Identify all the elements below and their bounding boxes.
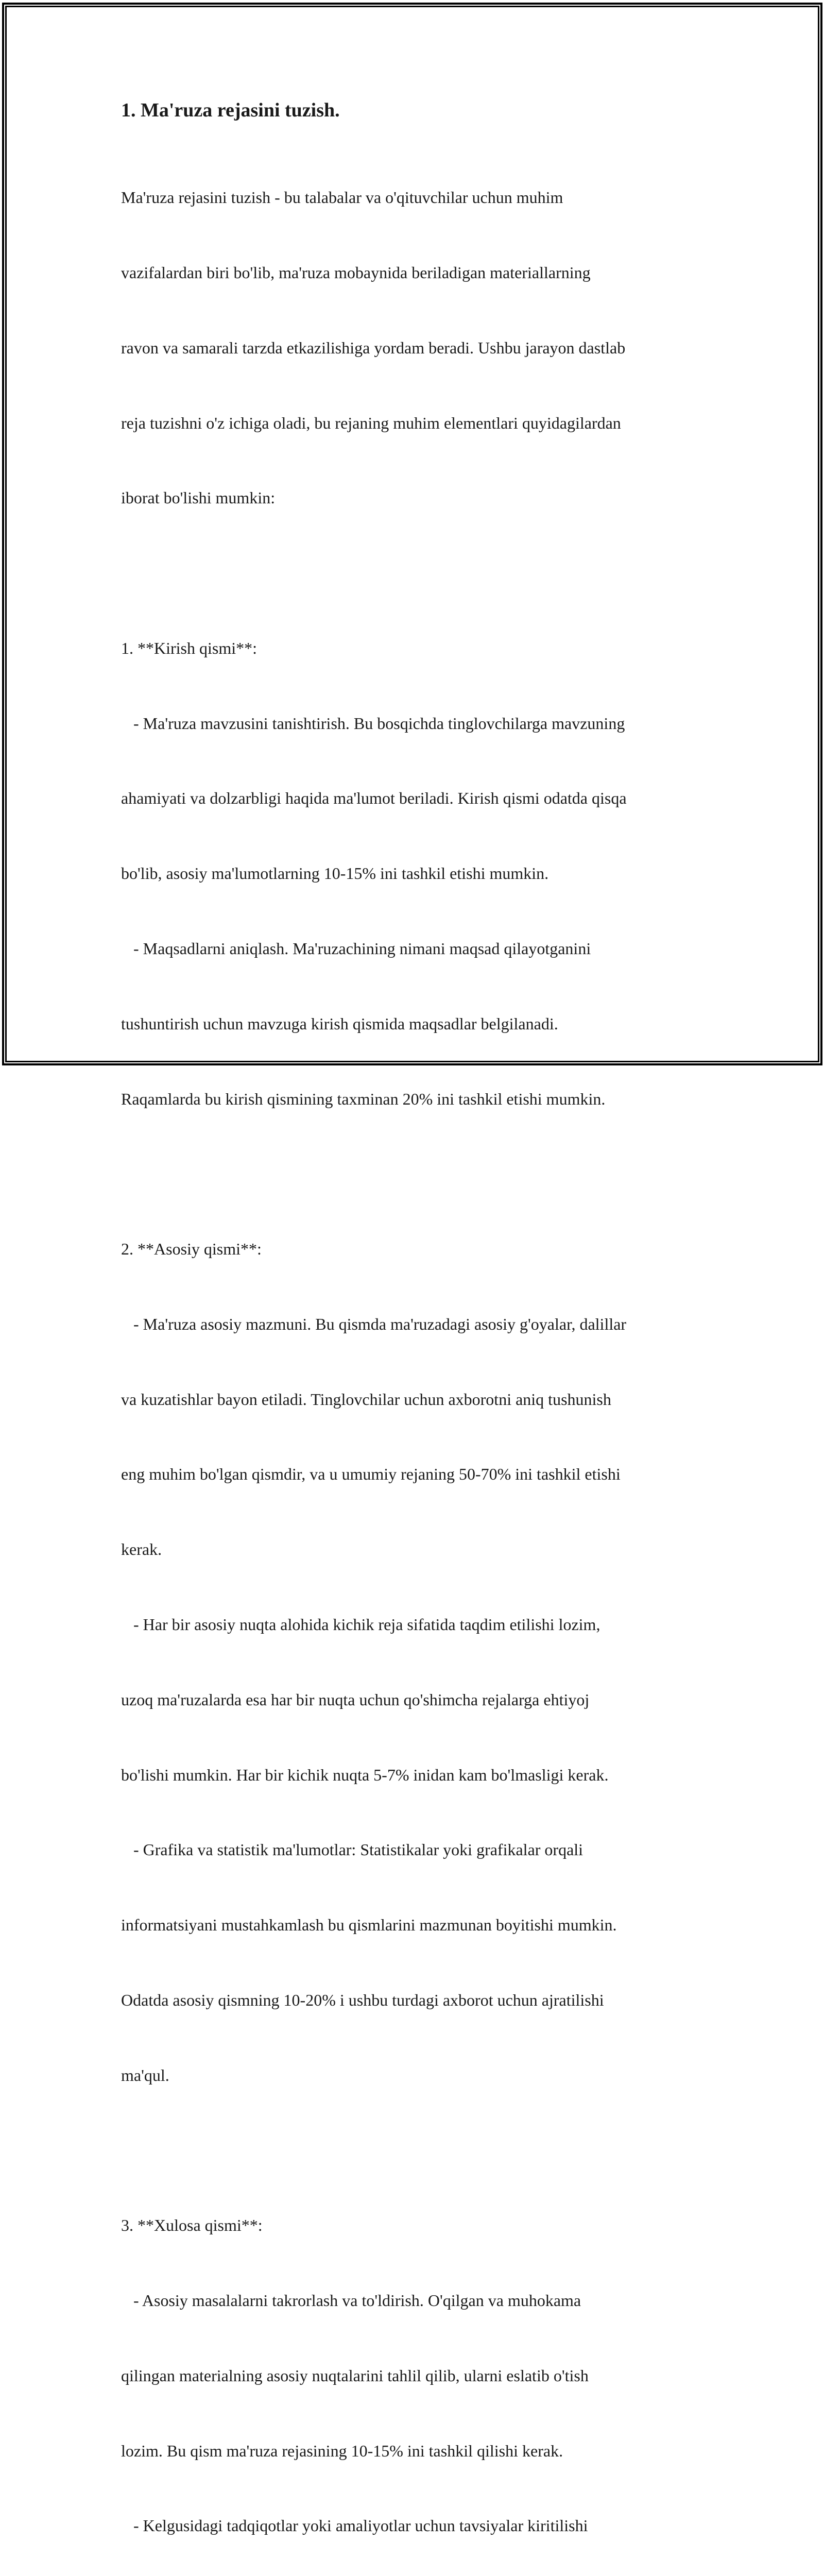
text-line: kerak. [121,1540,162,1559]
section-heading: 1. **Kirish qismi**: [121,638,258,657]
text-line: informatsiyani mustahkamlash bu qismlarini mazmunan boyitishi mumkin. [121,1916,617,1935]
section-heading: 2. **Asosiy qismi**: [121,1240,262,1259]
blank-line [121,2138,713,2163]
text-line: Raqamlarda bu kirish qismining taxminan 20% ini tashkil etishi mumkin. [121,1089,606,1108]
text-line: uzoq ma'ruzalarda esa har bir nuqta uchun qo'shimcha rejalarga ehtiyoj [121,1690,590,1709]
text-line: - Har bir asosiy nuqta alohida kichik reja sifatida taqdim etilishi lozim, [121,1615,600,1634]
text-line: ahamiyati va dolzarbligi haqida ma'lumot beriladi. Kirish qismi odatda qisqa [121,789,627,808]
text-line: tushuntirish uchun mavzuga kirish qismida maqsadlar belgilanadi. [121,1014,558,1033]
text-line: - Ma'ruza asosiy mazmuni. Bu qismda ma'ruzadagi asosiy g'oyalar, dalillar [121,1314,627,1333]
text-line: qilingan materialning asosiy nuqtalarini tahlil qilib, ularni eslatib o'tish [121,2366,589,2385]
text-line: bo'lishi mumkin. Har bir kichik nuqta 5-7% inidan kam bo'lmasligi kerak. [121,1765,609,1784]
text-line: eng muhim bo'lgan qismdir, va u umumiy rejaning 50-70% ini tashkil etishi [121,1465,621,1484]
section-heading: 3. **Xulosa qismi**: [121,2216,263,2235]
blank-line [121,561,713,586]
document-page [121,97,713,2576]
text-line: - Grafika va statistik ma'lumotlar: Statistikalar yoki grafikalar orqali [121,1840,583,1859]
document-body [121,135,713,2576]
text-line: ma'qul. [121,2065,169,2084]
text-line: reja tuzishni o'z ichiga oladi, bu rejaning muhim elementlari quyidagilardan [121,413,621,432]
text-line: ravon va samarali tarzda etkazilishiga yordam beradi. Ushbu jarayon dastlab [121,338,626,357]
text-line: lozim. Bu qism ma'ruza rejasining 10-15% ini tashkil qilishi kerak. [121,2441,563,2460]
document-title: 1. Ma'ruza rejasini tuzish. [121,99,340,121]
text-line: Ma'ruza rejasini tuzish - bu talabalar va o'qituvchilar uchun muhim [121,188,563,207]
text-line: - Asosiy masalalarni takrorlash va to'ldirish. O'qilgan va muhokama [121,2291,581,2310]
text-line: vazifalardan biri bo'lib, ma'ruza mobaynida beriladigan materiallarning [121,263,591,282]
blank-line [121,1161,713,1187]
text-line: va kuzatishlar bayon etiladi. Tinglovchilar uchun axborotni aniq tushunish [121,1389,611,1409]
text-line: bo'lib, asosiy ma'lumotlarning 10-15% ini tashkil etishi mumkin. [121,864,549,883]
text-line: Odatda asosiy qismning 10-20% i ushbu turdagi axborot uchun ajratilishi [121,1990,604,2009]
text-line: - Maqsadlarni aniqlash. Ma'ruzachining nimani maqsad qilayotganini [121,939,591,958]
text-line: - Ma'ruza mavzusini tanishtirish. Bu bosqichda tinglovchilarga mavzuning [121,714,625,733]
text-line: iborat bo'lishi mumkin: [121,488,276,507]
text-line: - Kelgusidagi tadqiqotlar yoki amaliyotlar uchun tavsiyalar kiritilishi [121,2516,588,2535]
